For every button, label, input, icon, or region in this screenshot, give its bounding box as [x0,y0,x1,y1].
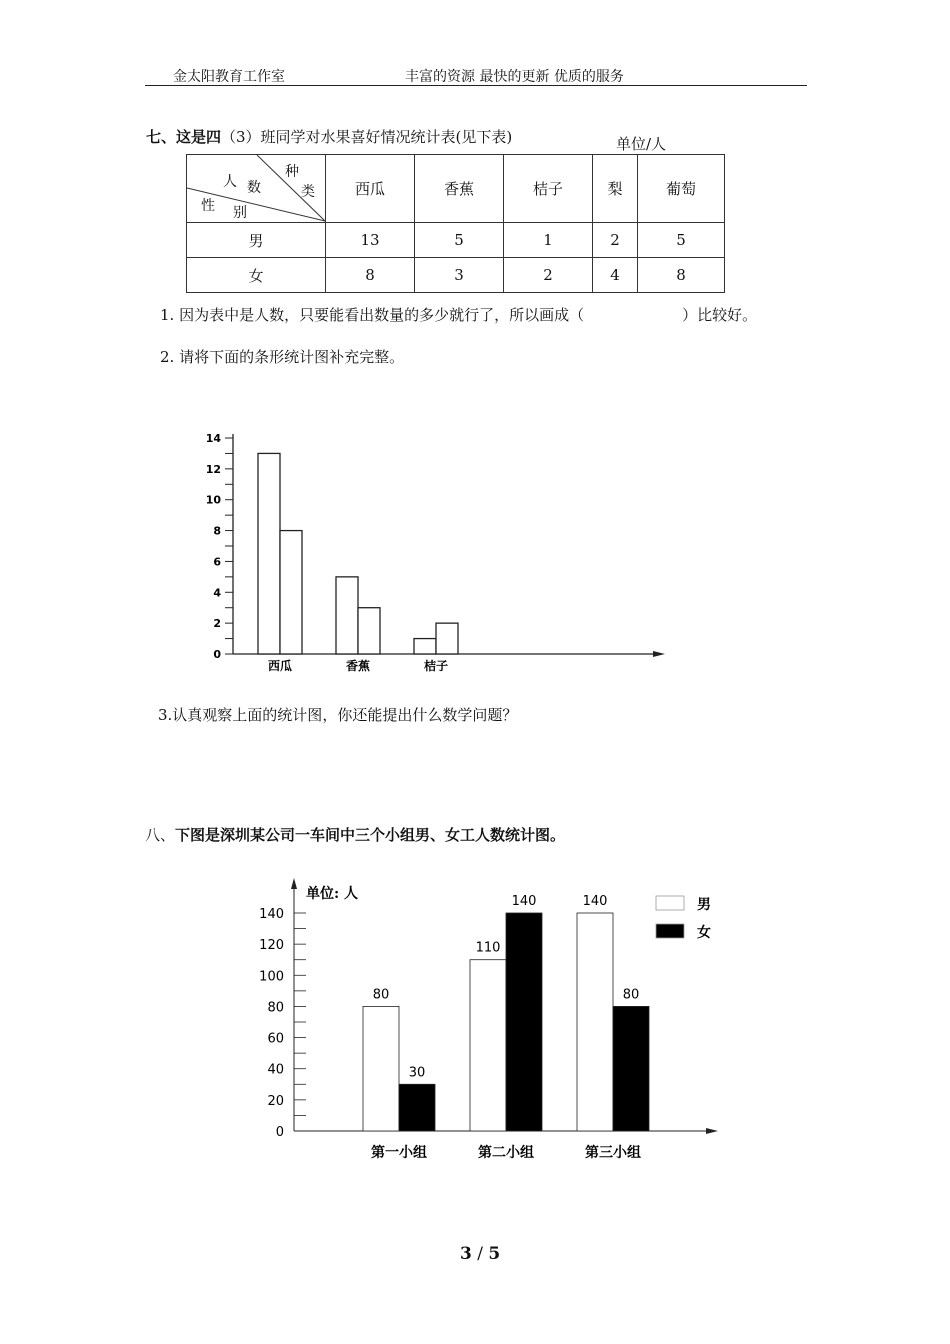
corner-label: 别 [233,205,247,221]
y-tick-label: 100 [259,969,284,985]
table-cell: 3 [415,258,504,293]
data-label: 110 [475,940,501,956]
column-header: 西瓜 [326,155,415,223]
table-row [187,258,725,293]
section7-title-rest: （3）班同学对水果喜好情况统计表(见下表) [221,128,513,146]
bar [506,913,542,1131]
y-tick-label: 14 [205,432,221,445]
table-cell: 5 [638,223,725,258]
x-axis-arrow [706,1128,718,1134]
question-1 [160,304,757,325]
question-1-part-a: 1. 因为表中是人数，只要能看出数量的多少就行了，所以画成（ [160,306,585,324]
x-tick-label: 第一小组 [371,1145,427,1161]
legend-swatch [656,924,684,938]
row-label: 女 [187,258,326,293]
y-tick-label: 140 [259,907,284,922]
y-tick-label: 0 [213,648,221,661]
header-left-text: 金太阳教育工作室 [173,69,285,85]
data-label: 80 [372,987,390,1003]
y-axis-unit-label: 单位: 人 [306,886,359,902]
legend-label: 女 [697,925,711,941]
legend-swatch [656,896,684,910]
legend-label: 男 [697,897,711,913]
table-cell: 8 [326,258,415,293]
y-tick-label: 10 [205,493,221,507]
y-tick-label: 80 [267,1000,284,1016]
y-tick-label: 12 [205,462,221,476]
corner-label: 人 [223,174,237,190]
y-tick-label: 40 [267,1062,284,1078]
header-divider [145,85,807,86]
section8-title-text: 下图是深圳某公司一车间中三个小组男、女工人数统计图。 [175,826,566,844]
corner-label: 性 [201,198,215,214]
bar [613,1006,649,1131]
y-tick-label: 2 [213,617,221,631]
bar [470,960,506,1131]
column-header: 桔子 [504,155,593,223]
bar [358,608,380,654]
table-cell: 4 [593,258,638,293]
data-label: 140 [511,894,537,909]
unit-label: 单位/人 [616,135,667,153]
table-row [187,223,725,258]
table-corner-cell [187,155,326,223]
page-separator: / [471,1244,489,1264]
bar [414,639,436,654]
corner-label: 类 [301,184,315,200]
bar [577,913,613,1131]
x-axis-arrow [653,651,665,657]
y-tick-label: 20 [267,1093,284,1109]
bar [399,1084,435,1131]
row-label: 男 [187,223,326,258]
y-tick-label: 60 [267,1031,284,1047]
column-header: 梨 [593,155,638,223]
column-header: 葡萄 [638,155,725,223]
table-cell: 1 [504,223,593,258]
data-label: 80 [622,987,640,1003]
corner-label: 数 [247,180,261,196]
table-cell: 8 [638,258,725,293]
y-tick-label: 120 [259,938,284,954]
y-tick-label: 6 [213,555,221,569]
y-axis-arrow [291,878,297,889]
fruit-table [186,154,725,293]
workshop-bar-chart [250,872,730,1172]
y-tick-label: 8 [213,524,221,538]
section7-title-bold: 七、这是四 [146,128,222,146]
question-3: 3.认真观察上面的统计图，你还能提出什么数学问题？ [158,706,518,724]
question-2: 2. 请将下面的条形统计图补充完整。 [160,348,405,366]
table-cell: 2 [593,223,638,258]
page-number [460,1244,500,1264]
corner-label: 种 [285,164,299,180]
page-total: 5 [488,1244,501,1264]
header-right-text: 丰富的资源 最快的更新 优质的服务 [405,69,624,85]
table-cell: 2 [504,258,593,293]
data-label: 30 [408,1065,426,1081]
bar [280,531,302,654]
section8-title-num: 八、 [145,826,176,844]
bar [336,577,358,654]
x-tick-label: 第二小组 [478,1145,534,1161]
column-header: 香蕉 [415,155,504,223]
table-cell: 5 [415,223,504,258]
bar [436,623,458,654]
data-label: 140 [582,894,608,909]
x-tick-label: 桔子 [423,659,449,673]
table-cell: 13 [326,223,415,258]
x-tick-label: 西瓜 [267,659,293,673]
x-tick-label: 香蕉 [345,659,371,673]
page-current: 3 [460,1244,472,1264]
x-tick-label: 第三小组 [585,1145,641,1161]
bar [258,453,280,654]
section7-title [146,126,512,147]
section8-title [145,824,565,845]
bar [363,1006,399,1131]
y-tick-label: 0 [275,1125,284,1140]
table-header-row [187,155,725,223]
y-tick-label: 4 [213,586,221,600]
question-1-part-b: ）比较好。 [682,306,758,324]
fruit-bar-chart [195,420,675,680]
